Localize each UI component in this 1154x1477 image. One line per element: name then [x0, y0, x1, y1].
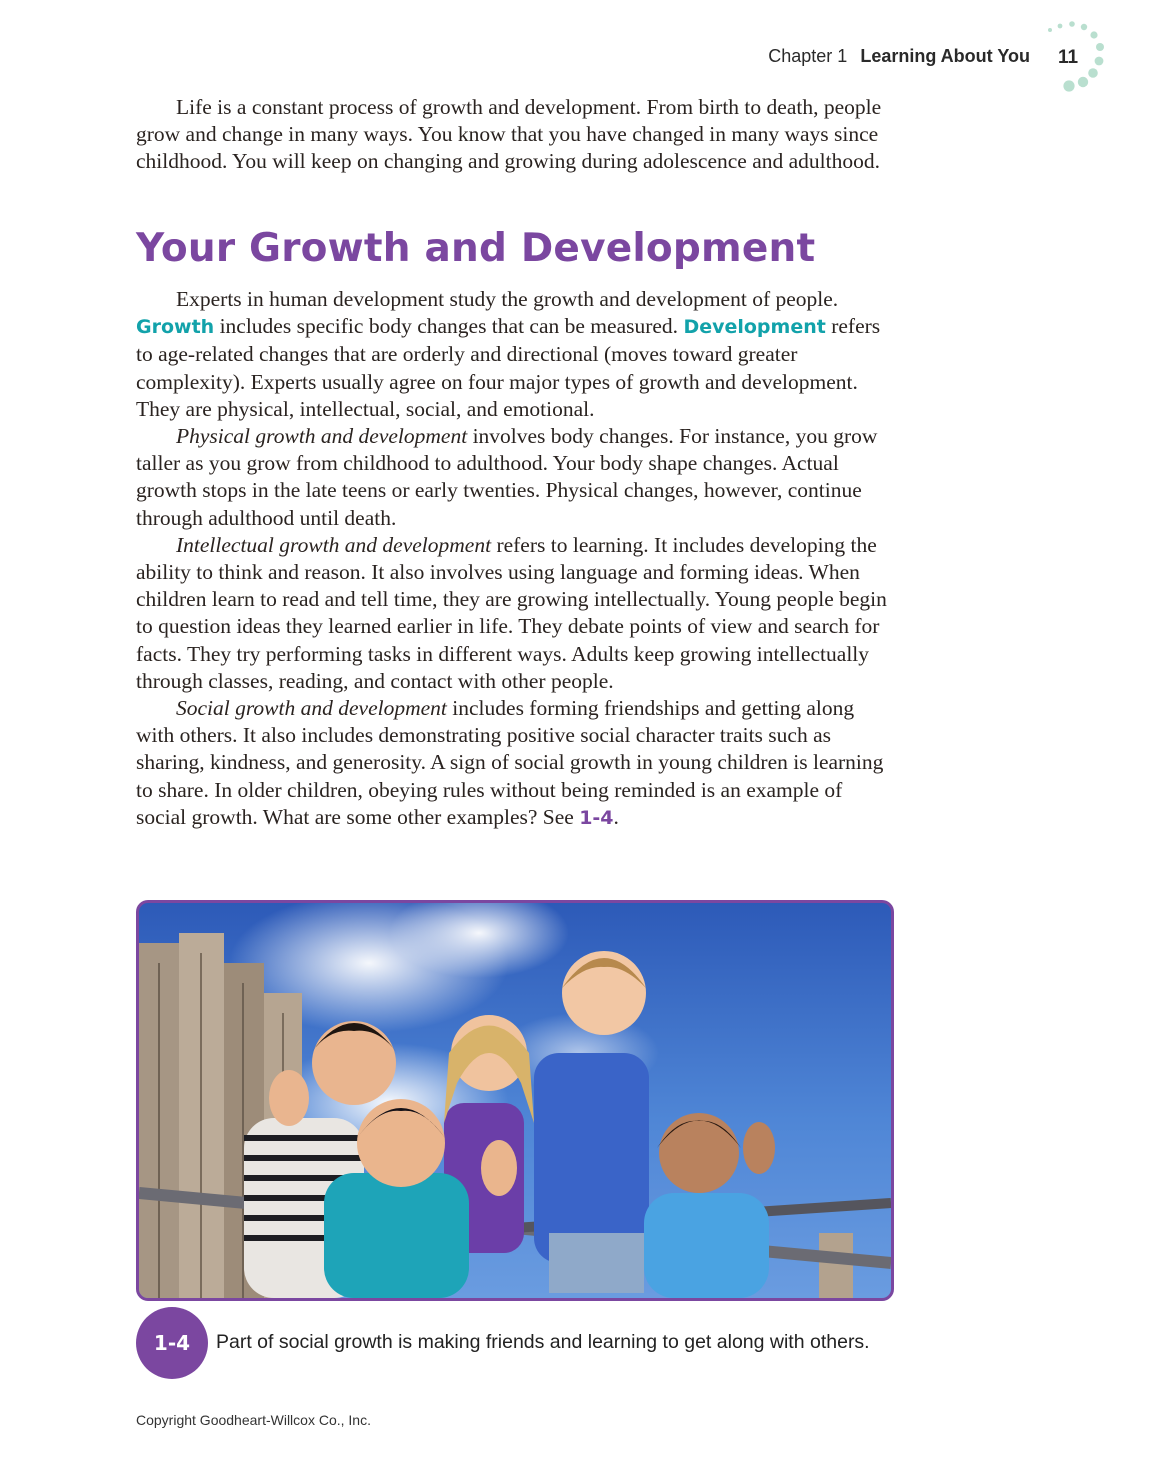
intro-text: [136, 94, 896, 176]
intro-paragraph: Life is a constant process of growth and development. From birth to death, people grow and change in many ways. You know that you have changed in many ways since childhood. You will keep on changing and growing during adolescence and adulthood.: [136, 95, 882, 174]
paragraph-text: refers to learning. It includes developing the ability to think and reason. It also involves using language and forming ideas. When children learn to read and tell time, they are growing intellectually. Young people begin to question ideas they learned earlier in life. They debate points of view and search for facts. They try performing tasks in different ways. Adults keep growing intellectually through classes, reading, and contact with other people.: [136, 532, 887, 693]
chapter-title: Learning About You: [860, 46, 1030, 66]
paragraph-physical: [136, 423, 896, 532]
italic-term-physical: Physical growth and development: [176, 424, 468, 449]
paragraph-text: includes specific body changes that can be measured.: [219, 314, 679, 339]
paragraph-intellectual: [136, 532, 896, 695]
paragraph-text: refers to age-related changes that are orderly and directional (moves toward greater complexity). Experts usually agree on four major types of growth and development. They are physical, intellectual, social, and emotional.: [136, 314, 881, 421]
paragraph-social: [136, 695, 896, 832]
figure-reference-link[interactable]: 1-4: [579, 806, 614, 829]
page-number: 11: [1058, 47, 1079, 68]
figure-photo-children: [136, 900, 894, 1301]
term-development: Development: [683, 316, 826, 339]
term-growth: Growth: [136, 316, 215, 339]
main-body-text: [136, 286, 896, 832]
running-header: [768, 46, 1030, 67]
paragraph-text: includes forming friendships and getting along with others. It also includes demonstrating positive social character traits such as sharing, kindness, and generosity. A sign of social growth in young children is learning to share. In older children, obeying rules without being reminded is an example of social growth. What are some other examples? See: [136, 696, 884, 829]
copyright-footer: Copyright Goodheart-Willcox Co., Inc.: [136, 1412, 371, 1428]
figure-number-badge: 1-4: [136, 1307, 208, 1379]
paragraph-text: involves body changes. For instance, you grow taller as you grow from childhood to adulthood. Your body shape changes. Actual growth stops in the late teens or early twenties. Physical changes, however, continue through adulthood until death.: [136, 424, 878, 530]
paragraph-text: .: [613, 804, 619, 829]
paragraph-definitions: [136, 286, 896, 423]
paragraph-text: Experts in human development study the growth and development of people.: [176, 287, 839, 311]
italic-term-social: Social growth and development: [176, 696, 447, 721]
chapter-label: Chapter 1: [768, 46, 848, 66]
children-photo-illustration: [139, 903, 891, 1298]
figure-caption: Part of social growth is making friends and learning to get along with others.: [216, 1331, 870, 1353]
section-heading: Your Growth and Development: [136, 226, 816, 271]
italic-term-intellectual: Intellectual growth and development: [176, 532, 492, 557]
